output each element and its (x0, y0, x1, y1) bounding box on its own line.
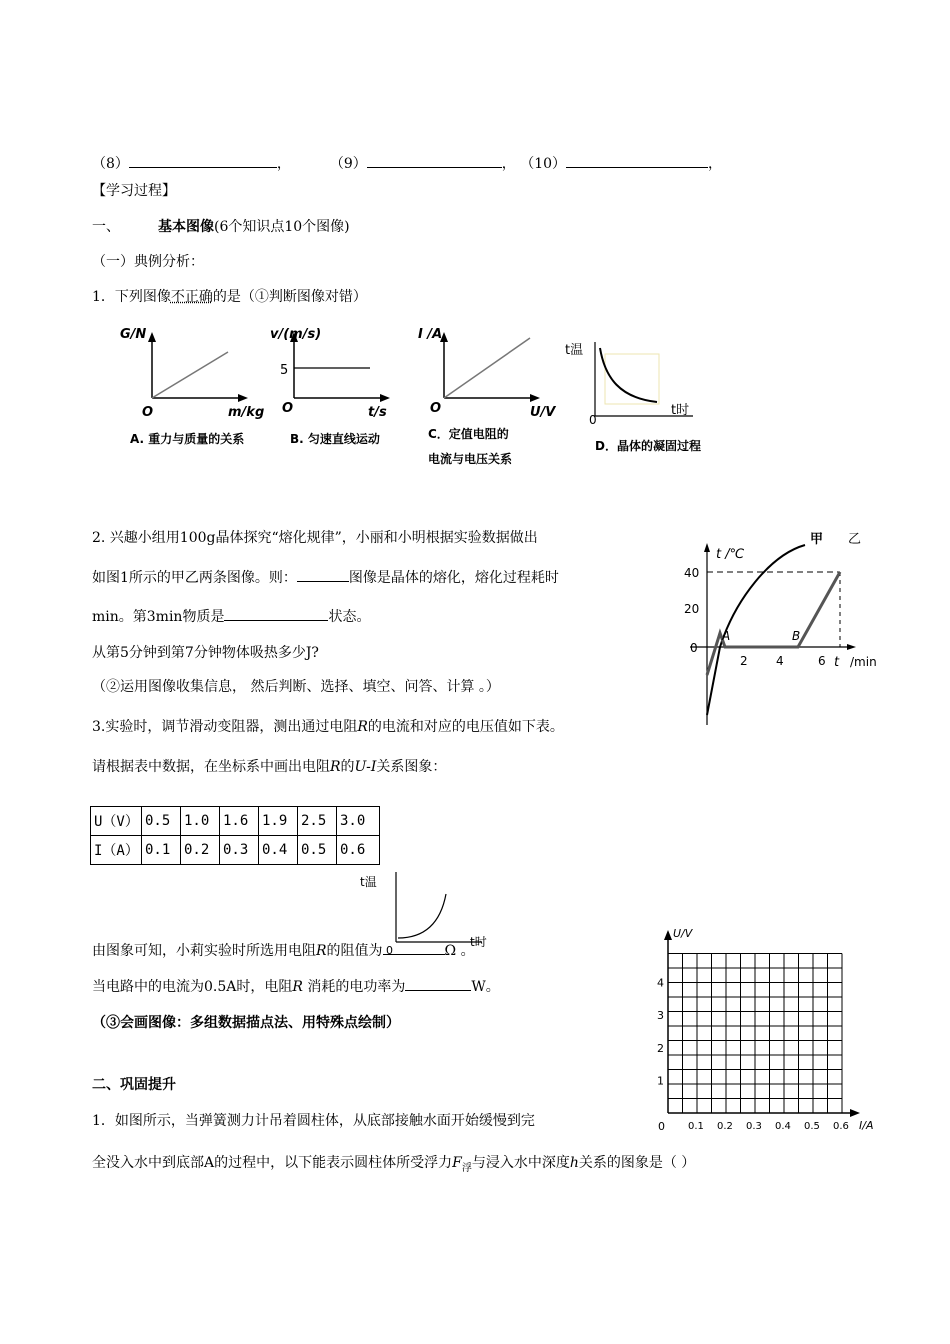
q3-line2-mid: 的 (340, 759, 355, 775)
q3-note: （③会画图像：多组数据描点法、用特殊点绘制） (92, 1015, 400, 1031)
f-subscript: 浮 (461, 1162, 472, 1174)
x-label: m/kg (228, 405, 265, 420)
origin-label: O (282, 401, 294, 416)
blanks-row (92, 153, 722, 173)
curve (398, 894, 446, 938)
caption-line1: C．定值电阻的 (428, 427, 509, 441)
table-cell: U（V） (91, 807, 142, 836)
f-symbol: F (452, 1155, 462, 1171)
q1-emphasis: 不正确 (170, 289, 213, 305)
table-cell: 2.5 (298, 807, 337, 836)
table-cell: 0.5 (298, 836, 337, 865)
x-label: t (834, 655, 840, 670)
q2-line2 (92, 567, 559, 587)
table-row (91, 836, 380, 865)
caption-line2: 电流与电压关系 (428, 452, 513, 466)
q2-line4: 从第5分钟到第7分钟物体吸热多少J? (92, 645, 319, 661)
comma: ， (708, 156, 723, 172)
h-symbol: h (569, 1155, 579, 1171)
blank-10-field[interactable] (566, 153, 708, 168)
q4-line1: 1．如图所示，当弹簧测力计吊着圆柱体，从底部接触水面开始缓慢到完 (92, 1113, 535, 1129)
arrow-right-icon (850, 1109, 860, 1117)
part2-heading: 二、巩固提升 (92, 1077, 176, 1093)
legend-jia: 甲 (810, 532, 824, 547)
q3-line3-mid: 的阻值为 (326, 943, 383, 959)
q3-line4-unit: W。 (471, 979, 500, 995)
table-cell: 1.6 (220, 807, 259, 836)
comma: ， (276, 156, 291, 172)
x-label: t时 (671, 403, 690, 418)
q2-line3-b: 状态。 (328, 609, 371, 625)
x-tick-label: 0.5 (804, 1121, 820, 1132)
blank-8-label: （8） (92, 156, 129, 172)
x-tick-2: 2 (740, 654, 748, 668)
origin-label: 0 (386, 944, 393, 957)
blank-9-label: （9） (329, 156, 367, 172)
ui-symbol: U-I (354, 759, 377, 775)
x-tick-label: 0.4 (775, 1121, 791, 1132)
y-label: t温 (565, 343, 584, 358)
q4-line2 (92, 1152, 695, 1174)
graph-a (120, 318, 270, 458)
q3-line1-post: 的电流和对应的电压值如下表。 (367, 719, 564, 735)
x-label: t时 (470, 935, 487, 949)
table-cell: 1.0 (181, 807, 220, 836)
y-tick-label: 2 (657, 1041, 664, 1055)
graph-c (420, 318, 570, 473)
y-tick-0: 0 (690, 641, 698, 655)
section-learning-heading: 【学习过程】 (92, 183, 176, 199)
q2-line3-a: min。第3min物质是 (92, 609, 225, 625)
q1-prefix: 1．下列图像 (92, 289, 171, 305)
legend-yi: 乙 (848, 532, 862, 547)
grid-chart (655, 925, 885, 1135)
comma: ， (501, 156, 516, 172)
table-cell: 3.0 (337, 807, 380, 836)
q3-line4-mid: 消耗的电功率为 (302, 979, 406, 995)
q3-blank-power[interactable] (405, 976, 471, 991)
table-cell: 0.5 (142, 807, 181, 836)
x-unit: /min (850, 655, 877, 669)
x-tick-label: 0.2 (717, 1121, 733, 1132)
table-cell: 0.4 (259, 836, 298, 865)
r-symbol: R (357, 719, 368, 735)
part1-num: 一、 (92, 219, 120, 235)
q2-line5: （②运用图像收集信息， 然后判断、选择、填空、问答、计算 。） (92, 679, 500, 695)
data-table (90, 806, 380, 865)
r-symbol: R (330, 759, 341, 775)
origin-label: O (430, 401, 442, 416)
y-ticks (657, 977, 664, 1088)
point-b: B (792, 629, 801, 643)
q2-blank-graph[interactable] (297, 567, 349, 582)
r-symbol: R (316, 943, 327, 959)
q2-line1: 2. 兴趣小组用100g晶体探究“熔化规律”，小丽和小明根据实验数据做出 (92, 530, 538, 546)
x-tick-label: 0.3 (746, 1121, 762, 1132)
y-tick-label: 4 (657, 976, 664, 990)
q2-line2-b: 图像是晶体的熔化，熔化过程耗时 (348, 570, 559, 586)
x-label: I/A (859, 1119, 874, 1132)
graph-line (444, 338, 530, 398)
arrow-right-icon (238, 394, 248, 402)
origin-label: O (142, 405, 154, 420)
y-tick-40: 40 (684, 566, 700, 580)
y-label: I /A (418, 327, 443, 342)
q3-line1-pre: 3.实验时，调节滑动变阻器，测出通过电阻 (92, 719, 358, 735)
table-cell: 0.3 (220, 836, 259, 865)
table-cell: 1.9 (259, 807, 298, 836)
q3-line2-post: 关系图象： (376, 759, 447, 775)
q3-line2 (92, 756, 446, 776)
part1-heading (92, 216, 350, 236)
blank-9-field[interactable] (367, 153, 502, 168)
blank-10-label: （10） (520, 156, 567, 172)
q3-line4-pre: 当电路中的电流为0.5A时，电阻 (92, 979, 293, 995)
table-cell: 0.1 (142, 836, 181, 865)
origin-label: 0 (589, 413, 597, 427)
y-tick-label: 1 (657, 1074, 664, 1088)
blank-8-field[interactable] (129, 153, 277, 168)
arrow-up-icon (148, 332, 156, 342)
x-tick-label: 0.6 (833, 1121, 849, 1132)
q1-suffix: 的是（①判断图像对错） (212, 289, 367, 305)
y-label: G/N (120, 327, 147, 342)
point-a: A (722, 629, 731, 643)
q3-line3-pre: 由图象可知，小莉实验时所选用电阻 (92, 943, 316, 959)
part1-note: (6个知识点10个图像) (214, 219, 350, 235)
q3-line3 (92, 940, 475, 960)
q2-blank-state[interactable] (224, 606, 328, 621)
grid-lines (668, 954, 842, 1114)
sub1-heading: （一）典例分析： (92, 254, 204, 270)
table-cell: 0.2 (181, 836, 220, 865)
q4-line2-mid: 与浸入水中深度 (471, 1155, 570, 1171)
x-tick-4: 4 (776, 654, 784, 668)
caption: B. 匀速直线运动 (290, 432, 380, 446)
q3-line1 (92, 716, 564, 736)
origin-label: 0 (658, 1120, 665, 1133)
q3-line4 (92, 976, 500, 996)
q3-line3-unit: Ω 。 (444, 943, 475, 959)
y-label: t温 (360, 875, 377, 889)
graph-d (565, 330, 735, 465)
q3-line2-pre: 请根据表中数据，在坐标系中画出电阻 (92, 759, 330, 775)
caption: D．晶体的凝固过程 (595, 439, 701, 453)
q2-line2-a: 如图1所示的甲乙两条图像。则： (92, 570, 297, 586)
graph-line (152, 352, 228, 398)
arrow-right-icon (380, 394, 390, 402)
x-tick-6: 6 (818, 654, 826, 668)
cooling-curve (600, 348, 657, 402)
y-label: t /℃ (716, 547, 745, 562)
q1-text (92, 286, 367, 306)
q4-line2-post: 关系的图象是（ ） (578, 1155, 696, 1171)
q2-line3 (92, 606, 370, 626)
graph-b (272, 318, 422, 458)
y-tick-20: 20 (684, 602, 700, 616)
y-label: v/(m/s) (270, 327, 322, 342)
table-cell: I（A） (91, 836, 142, 865)
r-symbol: R (292, 979, 303, 995)
q3-blank-resistance[interactable] (383, 940, 445, 955)
arrow-up-icon (704, 543, 710, 552)
arrow-right-icon (530, 394, 540, 402)
melting-chart (680, 525, 900, 735)
caption: A. 重力与质量的关系 (130, 432, 245, 446)
arrow-up-icon (664, 930, 672, 940)
y-label: U/V (673, 927, 693, 940)
y-tick-label: 3 (657, 1009, 664, 1023)
tick-5: 5 (280, 363, 289, 378)
x-tick-label: 0.1 (688, 1121, 704, 1132)
x-ticks (688, 1121, 849, 1132)
table-row (91, 807, 380, 836)
arrow-right-icon (847, 644, 856, 650)
table-cell: 0.6 (337, 836, 380, 865)
x-label: U/V (530, 405, 556, 420)
q4-line2-pre: 全没入水中到底部A的过程中，以下能表示圆柱体所受浮力 (92, 1155, 453, 1171)
part1-title: 基本图像 (158, 219, 214, 235)
x-label: t/s (368, 405, 387, 420)
